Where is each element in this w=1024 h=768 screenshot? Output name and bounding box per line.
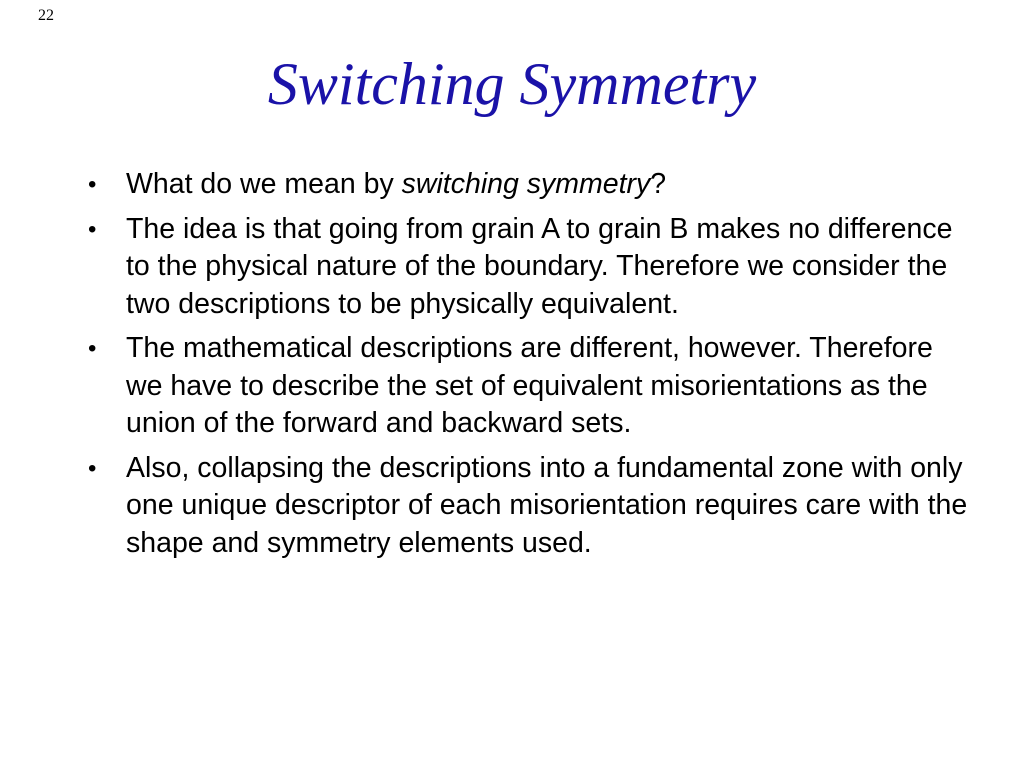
bullet-icon: •	[88, 215, 97, 243]
bullet-list	[88, 166, 968, 569]
bullet-text: The mathematical descriptions are different, however. Therefore we have to describe the set of equivalent misorientations as the union of the forward and backward sets.	[126, 332, 933, 439]
bullet-text: The idea is that going from grain A to grain B makes no difference to the physical nature of the boundary. Therefore we consider the two descriptions to be physically equivalent.	[126, 212, 953, 320]
bullet-icon: •	[88, 335, 97, 362]
slide-title: Switching Symmetry	[267, 51, 757, 117]
bullet-item-switching-symmetry-question	[88, 166, 968, 204]
bullet-item-physical-equivalence	[88, 211, 968, 324]
bullet-text-prefix: What do we mean by	[126, 168, 402, 200]
bullet-text: Also, collapsing the descriptions into a fundamental zone with only one unique descriptor of each misorientation requires care with the shape and symmetry elements used.	[126, 451, 968, 559]
bullet-item-fundamental-zone	[88, 450, 968, 563]
slide-number: 22	[38, 7, 54, 24]
bullet-item-mathematical-descriptions	[88, 330, 968, 443]
bullet-text	[126, 166, 968, 204]
bullet-icon: •	[88, 171, 97, 198]
bullet-text-emphasis: switching symmetry	[401, 168, 651, 200]
bullet-icon: •	[88, 454, 97, 482]
bullet-text-suffix: ?	[650, 168, 667, 200]
